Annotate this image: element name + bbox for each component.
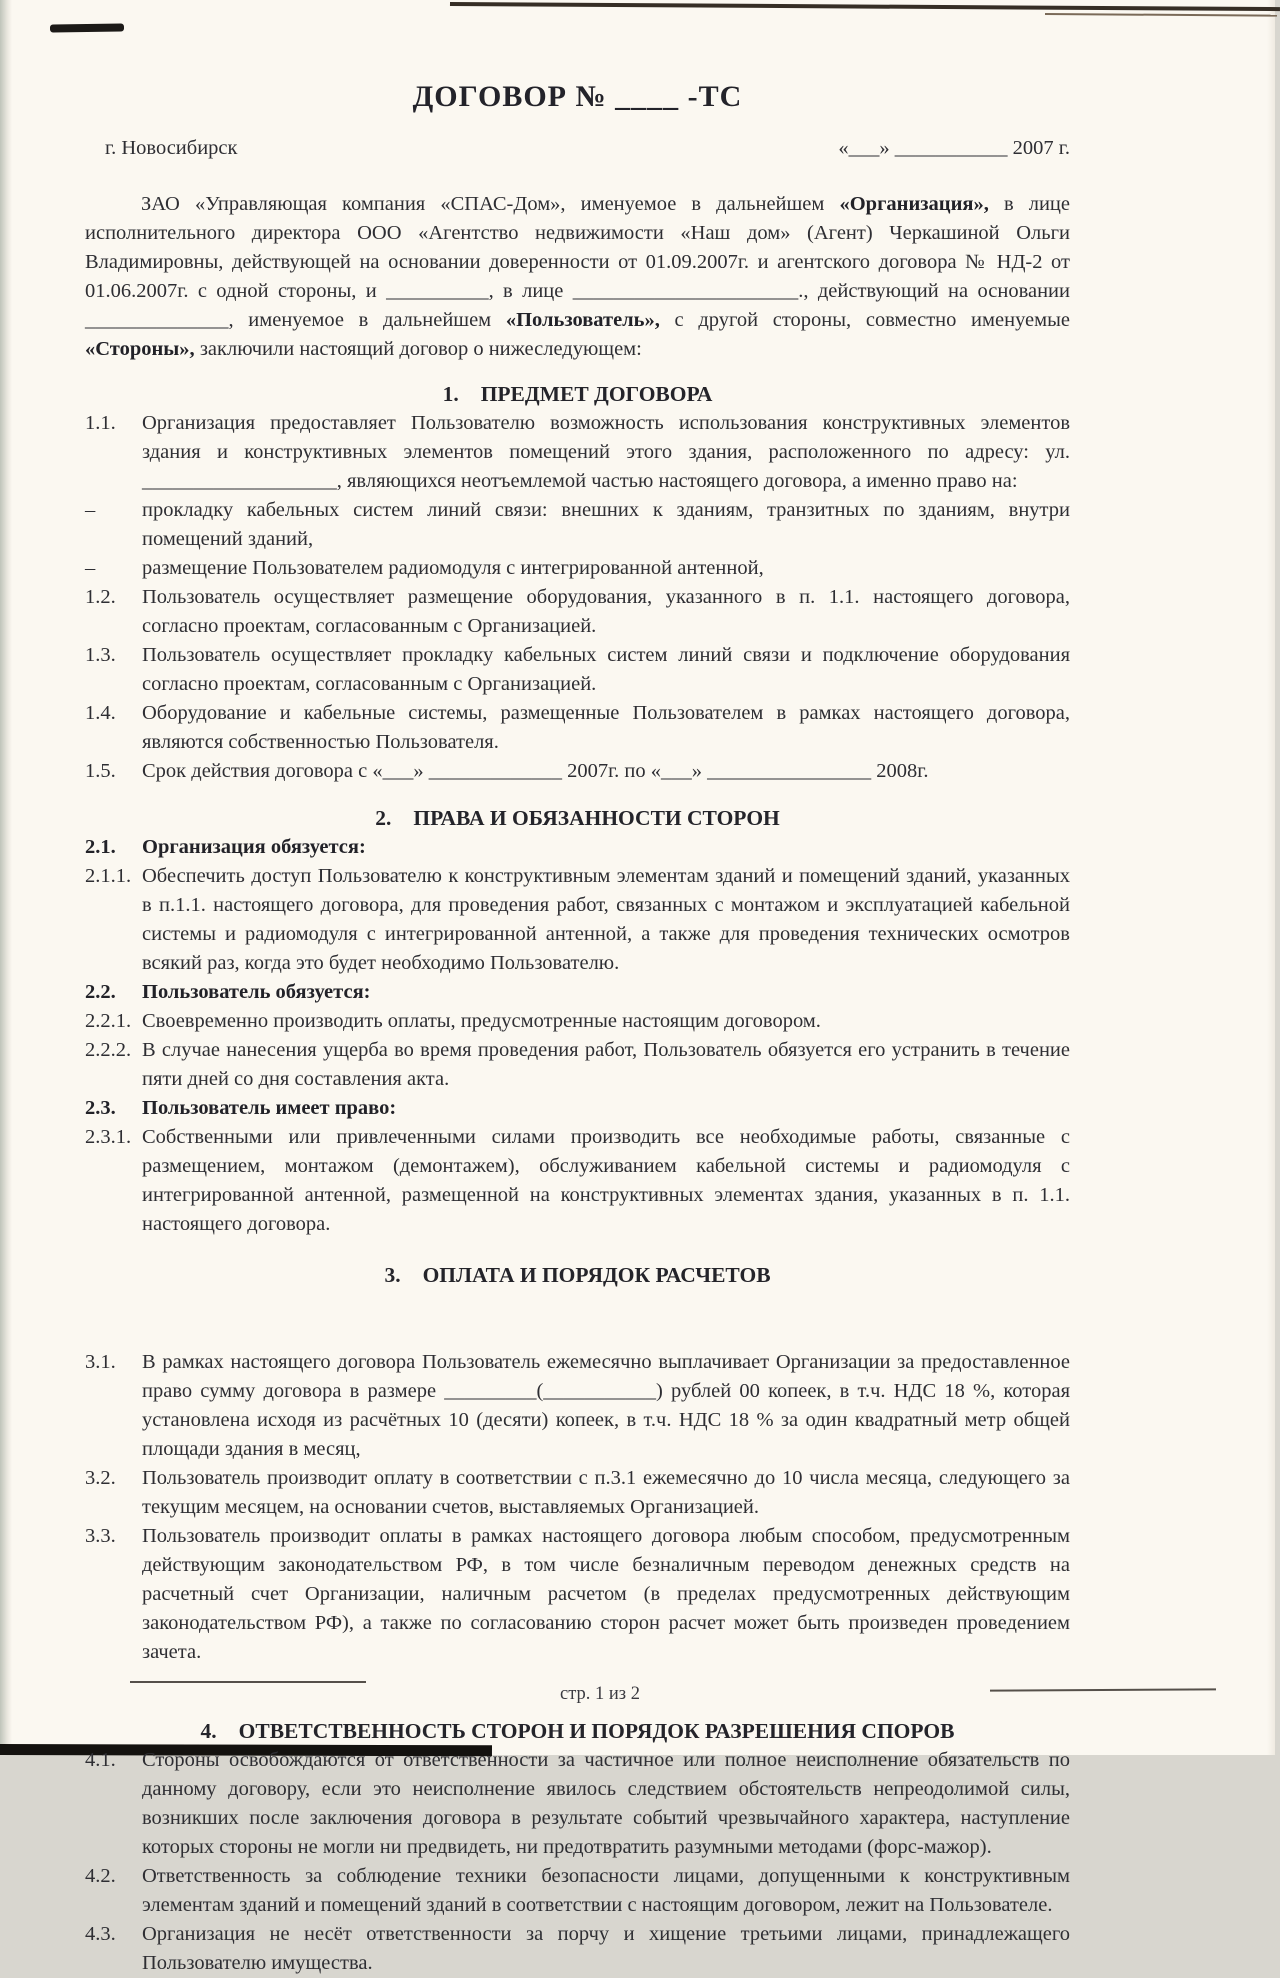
clause-number: 2.3.1. (85, 1126, 132, 1148)
section-number: 4. (200, 1719, 217, 1743)
section-title: ОТВЕТСТВЕННОСТЬ СТОРОН И ПОРЯДОК РАЗРЕШЕНИЯ СПОРОВ (238, 1719, 955, 1743)
clause-number: 1.4. (85, 702, 116, 724)
clause-text: Пользователь производит оплаты в рамках настоящего договора любым способом, предусмотренным действующим законодательством РФ, в том числе безналичным переводом денежных средств на расчетный счет Организации, наличным расчетом (в пределах предусмотренных действующим законодательством РФ), а также по согласованию сторон расчет может быть произведен проведением зачета. (142, 1525, 1070, 1663)
section-heading (85, 1261, 1070, 1290)
clause-text: Пользователь осуществляет размещение оборудования, указанного в п. 1.1. настоящего договора, согласно проектам, согласованным с Организацией. (142, 586, 1070, 637)
clause-number: 2.2.1. (85, 1010, 132, 1032)
clause (85, 1920, 1070, 1978)
clause-list (85, 1348, 1070, 1667)
section-title: ОПЛАТА И ПОРЯДОК РАСЧЕТОВ (422, 1263, 771, 1287)
clause-text: Организация не несёт ответственности за порчу и хищение третьими лицами, принадлежащего Пользователю имущества. (142, 1923, 1070, 1974)
clause-text: Собственными или привлеченными силами производить все необходимые работы, связанные с размещением, монтажом (демонтажем), обслуживанием кабельной системы и радиомодуля с интегрированной антенной, размещенной на конструктивных элементах здания, указанных в п. 1.1. настоящего договора. (142, 1126, 1070, 1235)
clause-text: Организация обязуется: (142, 836, 366, 858)
clause (85, 1862, 1070, 1920)
scan-artifact-top-line (450, 2, 1280, 11)
section-number: 2. (375, 806, 392, 830)
clause (85, 862, 1070, 978)
clause-text: Обеспечить доступ Пользователю к конструктивным элементам зданий и помещений зданий, указанных в п.1.1. настоящего договора, для проведения работ, связанных с монтажом и эксплуатацией кабельной системы и радиомодуля с интегрированной антенной, а также для проведения технических осмотров всякий раз, когда это будет необходимо Пользователю. (142, 865, 1070, 974)
term-parties: «Стороны», (85, 338, 195, 360)
clause-number: 1.1. (85, 412, 116, 434)
clause (85, 496, 1070, 554)
section-rights-obligations (85, 804, 1070, 1239)
clause-text: Стороны освобождаются от ответственности за частичное или полное неисполнение обязательств по данному договору, если это неисполнение явилось следствием обстоятельств непреодолимой силы, возникших после заключения договора в результате событий чрезвычайного характера, наступление которых стороны не могли ни предвидеть, ни предотвратить разумными методами (форс-мажор). (142, 1749, 1070, 1858)
clause (85, 1094, 1070, 1123)
clause (85, 699, 1070, 757)
section-payment (85, 1261, 1070, 1667)
clause (85, 583, 1070, 641)
clause (85, 978, 1070, 1007)
clause-list (85, 833, 1070, 1239)
clause-number: 1.2. (85, 586, 116, 608)
clause-text: Пользователь производит оплату в соответствии с п.3.1 ежемесячно до 10 числа месяца, следующего за текущим месяцем, на основании счетов, выставляемых Организацией. (142, 1467, 1070, 1518)
clause-number: – (85, 557, 96, 579)
preamble-text: в лице исполнительного директора ООО «Агентство недвижимости «Наш дом» (Агент) Черкашиной Ольги Владимировны, действующей на основании доверенности от 01.09.2007г. и агентского договора № НД-2 от 01.06.2007г. с одной стороны, и __________, в лице ______________________., действующий на основании ______________, именуемое в дальнейшем (85, 193, 1070, 331)
clause-text: Пользователь осуществляет прокладку кабельных систем линий связи и подключение оборудования согласно проектам, согласованным с Организацией. (142, 644, 1070, 695)
clause-number: 3.1. (85, 1351, 116, 1373)
section-number: 1. (442, 382, 459, 406)
term-organization: «Организация», (839, 193, 989, 215)
section-title: ПРАВА И ОБЯЗАННОСТИ СТОРОН (413, 806, 780, 830)
clause-number: 4.1. (85, 1749, 116, 1771)
clause-number: 2.2.2. (85, 1039, 132, 1061)
clause-number: 3.2. (85, 1467, 116, 1489)
clause (85, 1123, 1070, 1239)
city-label: г. Новосибирск (105, 137, 238, 159)
clause-text: прокладку кабельных систем линий связи: внешних к зданиям, транзитных по зданиям, внутри помещений зданий, (142, 499, 1070, 550)
clause-number: – (85, 499, 96, 521)
clause-text: Пользователь имеет право: (142, 1097, 397, 1119)
preamble-text: ЗАО «Управляющая компания «СПАС-Дом», именуемое в дальнейшем (141, 193, 840, 215)
clause-text: размещение Пользователем радиомодуля с интегрированной антенной, (142, 557, 764, 579)
clause (85, 1036, 1070, 1094)
clause (85, 833, 1070, 862)
preamble-text: заключили настоящий договор о нижеследующем: (194, 338, 642, 360)
clause-number: 3.3. (85, 1525, 116, 1547)
clause-text: Оборудование и кабельные системы, размещенные Пользователем в рамках настоящего договора, являются собственностью Пользователя. (142, 702, 1070, 753)
section-number: 3. (384, 1263, 401, 1287)
page-number-label: стр. 1 из 2 (560, 1684, 640, 1704)
clause-text: Ответственность за соблюдение техники безопасности лицами, допущенными к конструктивным элементам зданий и помещений зданий в соответствии с настоящим договором, лежит на Пользователе. (142, 1865, 1070, 1916)
clause-number: 2.1. (85, 836, 116, 858)
document-title: ДОГОВОР № ____ -ТС (412, 80, 743, 113)
clause-list (85, 1746, 1070, 1978)
preamble-text: с другой стороны, совместно именуемые (659, 309, 1070, 331)
clause (85, 1746, 1070, 1862)
clause (85, 1522, 1070, 1667)
scan-artifact-dash (50, 23, 124, 32)
city-date-row (85, 134, 1070, 163)
scan-edge-left (0, 0, 12, 1755)
clause (85, 1464, 1070, 1522)
term-user: «Пользователь», (505, 309, 660, 331)
clause (85, 641, 1070, 699)
clause-text: Срок действия договора с «___» _____________ 2007г. по «___» ________________ 2008г. (142, 760, 929, 782)
clause-number: 4.3. (85, 1923, 116, 1945)
clause-number: 4.2. (85, 1865, 116, 1887)
clause-number: 2.1.1. (85, 865, 132, 887)
section-heading (85, 804, 1070, 833)
clause-number: 1.3. (85, 644, 116, 666)
clause (85, 1348, 1070, 1464)
clause (85, 757, 1070, 786)
clause (85, 554, 1070, 583)
clause-text: Пользователь обязуется: (142, 981, 371, 1003)
clause-text: Своевременно производить оплаты, предусмотренные настоящим договором. (142, 1010, 821, 1032)
clause-number: 2.2. (85, 981, 116, 1003)
scan-artifact-top-line-2 (1045, 13, 1277, 17)
clause-number: 2.3. (85, 1097, 116, 1119)
section-heading (85, 380, 1070, 409)
clause (85, 409, 1070, 496)
clause-text: В рамках настоящего договора Пользователь ежемесячно выплачивает Организации за предоставленное право сумму договора в размере _________(___________) рублей 00 копеек, в т.ч. НДС 18 %, которая установлена исходя из расчётных 10 (десяти) копеек, в т.ч. НДС 18 % за один квадратный метр общей площади здания в месяц, (142, 1351, 1070, 1460)
clause-number: 1.5. (85, 760, 116, 782)
section-heading (85, 1717, 1070, 1746)
clause-text: В случае нанесения ущерба во время проведения работ, Пользователь обязуется его устранить в течение пяти дней со дня составления акта. (142, 1039, 1070, 1090)
clause (85, 1007, 1070, 1036)
section-liability (85, 1717, 1070, 1978)
signature-line-left (130, 1681, 366, 1683)
scan-edge-right (1267, 0, 1275, 1755)
preamble-paragraph (85, 190, 1070, 364)
clause-list (85, 409, 1070, 786)
clause-text: Организация предоставляет Пользователю возможность использования конструктивных элементов здания и конструктивных элементов помещений этого здания, расположенного по адресу: ул. ___________________, являющихся неотъемлемой частью настоящего договора, а именно право на: (142, 412, 1070, 492)
section-title: ПРЕДМЕТ ДОГОВОРА (480, 382, 713, 406)
section-subject (85, 380, 1070, 786)
date-blank: «___» ___________ 2007 г. (838, 137, 1070, 159)
